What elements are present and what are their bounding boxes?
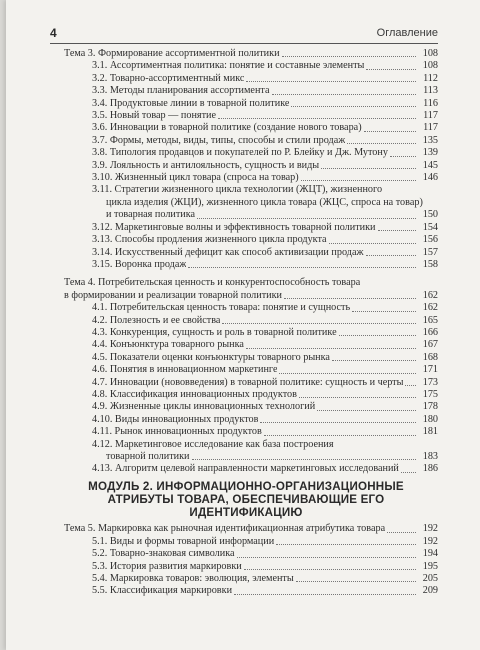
toc-section-entry — [92, 122, 438, 134]
leader-dots — [279, 372, 416, 374]
toc-section-entry — [92, 463, 438, 475]
toc-section-entry — [92, 60, 438, 72]
toc-entry-title: 4.6. Понятия в инновационном маркетинге — [92, 364, 278, 376]
toc-section-entry — [92, 548, 438, 560]
toc-entry-title: в формировании и реализации товарной политики — [64, 289, 283, 301]
module-heading-line: АТРИБУТЫ ТОВАРА, ОБЕСПЕЧИВАЮЩИЕ ЕГО ИДЕНТИФИКАЦИЮ — [107, 493, 385, 520]
leader-dots — [332, 359, 416, 361]
toc-page-number: 178 — [422, 401, 438, 413]
toc-entry-continuation — [106, 451, 438, 463]
toc-page-number: 186 — [422, 463, 438, 475]
leader-dots — [329, 242, 416, 244]
leader-dots — [192, 458, 417, 460]
leader-dots — [246, 347, 416, 349]
leader-dots — [299, 396, 416, 398]
header-rule — [50, 43, 438, 44]
toc-entry-title: 4.12. Маркетинговое исследование как база построения — [92, 438, 334, 450]
leader-dots — [390, 155, 416, 157]
leader-dots — [405, 384, 416, 386]
toc-page-number: 195 — [422, 560, 438, 572]
leader-dots — [244, 568, 416, 570]
toc-section-entry — [92, 160, 438, 172]
leader-dots — [284, 297, 416, 299]
toc-page-number: 113 — [423, 85, 438, 97]
leader-dots — [352, 310, 416, 312]
toc-entry-title: 5.1. Виды и формы товарной информации — [92, 535, 275, 547]
toc-entry-title: Тема 4. Потребительская ценность и конкурентоспособность товара — [64, 277, 361, 289]
toc-entry-continuation — [106, 197, 438, 209]
toc-page-number: 194 — [422, 548, 438, 560]
toc-page-number: 180 — [422, 413, 438, 425]
toc-section-entry — [92, 536, 438, 548]
toc-page-number: 168 — [422, 351, 438, 363]
leader-dots — [378, 229, 416, 231]
toc-section-entry — [92, 135, 438, 147]
toc-section-entry — [92, 259, 438, 271]
toc-section-entry — [92, 401, 438, 413]
toc-entry-title: 4.2. Полезность и ее свойства — [92, 314, 221, 326]
page-header — [6, 0, 480, 42]
toc-entry-title: 3.5. Новый товар — понятие — [92, 110, 217, 122]
leader-dots — [264, 434, 416, 436]
toc-entry-title: 3.1. Ассортиментная политика: понятие и составные элементы — [92, 60, 365, 72]
toc-page-number: 165 — [422, 314, 438, 326]
leader-dots — [188, 266, 416, 268]
toc-section-entry — [92, 414, 438, 426]
toc-entry-title: 3.15. Воронка продаж — [92, 258, 187, 270]
toc-entry-title: 5.2. Товарно-знаковая символика — [92, 548, 235, 560]
toc-entry-title: 3.7. Формы, методы, виды, типы, способы и стили продаж — [92, 134, 346, 146]
toc-page-number: 117 — [423, 110, 438, 122]
toc-section-entry — [92, 389, 438, 401]
toc-page-number: 108 — [422, 60, 438, 72]
module-heading-line: МОДУЛЬ 2. ИНФОРМАЦИОННО-ОРГАНИЗАЦИОННЫЕ — [88, 479, 404, 493]
leader-dots — [321, 167, 416, 169]
toc-entry-title: и товарная политика — [106, 209, 196, 221]
toc-entry-title: 3.11. Стратегии жизненного цикла технологии (ЖЦТ), жизненного — [92, 184, 383, 196]
toc-section-entry — [92, 184, 438, 196]
toc-page-number: 173 — [422, 376, 438, 388]
toc-page-number: 162 — [422, 302, 438, 314]
toc-entry-continuation — [106, 209, 438, 221]
toc-entry-title: 4.3. Конкуренция, сущность и роль в товарной политике — [92, 326, 337, 338]
toc-page-number: 171 — [422, 364, 438, 376]
toc-entry-title: 3.4. Продуктовые линии в товарной политике — [92, 97, 290, 109]
leader-dots — [301, 179, 416, 181]
toc-section-entry — [92, 585, 438, 597]
leader-dots — [197, 217, 416, 219]
toc-page-number: 139 — [422, 147, 438, 159]
toc-entry-title: 3.3. Методы планирования ассортимента — [92, 85, 270, 97]
toc-page-number: 209 — [422, 585, 438, 597]
toc-entry-title: 4.13. Алгоритм целевой направленности маркетинговых исследований — [92, 463, 399, 475]
toc-entry-title: 4.1. Потребительская ценность товара: понятие и сущность — [92, 302, 351, 314]
toc-section-entry — [92, 561, 438, 573]
toc-entry-title: 3.12. Маркетинговые волны и эффективность товарной политики — [92, 221, 376, 233]
toc-section-entry — [92, 98, 438, 110]
leader-dots — [218, 117, 416, 119]
toc-section-entry — [92, 73, 438, 85]
toc-section-entry — [92, 222, 438, 234]
toc-page-number: 112 — [423, 72, 438, 84]
leader-dots — [296, 580, 416, 582]
leader-dots — [364, 130, 416, 132]
toc-topic-entry — [64, 48, 438, 60]
toc-page-number: 192 — [422, 523, 438, 535]
toc-section-entry — [92, 85, 438, 97]
toc-entry-title: 4.11. Рынок инновационных продуктов — [92, 426, 262, 438]
toc-section-entry — [92, 110, 438, 122]
book-page — [6, 0, 480, 650]
toc-page-number: 162 — [422, 289, 438, 301]
leader-dots — [401, 471, 416, 473]
leader-dots — [276, 543, 416, 545]
toc-entry-title: 3.10. Жизненный цикл товара (спроса на товар) — [92, 172, 299, 184]
running-head: Оглавление — [376, 27, 438, 39]
leader-dots — [222, 322, 416, 324]
toc-entry-title: цикла изделия (ЖЦИ), жизненного цикла товара (ЖЦС, спроса на товар) — [106, 196, 423, 208]
leader-dots — [366, 68, 416, 70]
toc-section-entry — [92, 426, 438, 438]
page-number: 4 — [50, 26, 57, 40]
toc-section-entry — [92, 339, 438, 351]
toc-entry-title: Тема 5. Маркировка как рыночная идентификационная атрибутика товара — [64, 523, 386, 535]
toc-page-number: 158 — [422, 258, 438, 270]
table-of-contents — [6, 48, 480, 598]
toc-entry-title: 3.6. Инновации в товарной политике (создание нового товара) — [92, 122, 362, 134]
toc-page-number: 146 — [422, 172, 438, 184]
leader-dots — [282, 55, 416, 57]
toc-page-number: 150 — [422, 209, 438, 221]
toc-entry-title: 4.9. Жизненные циклы инновационных технологий — [92, 401, 316, 413]
toc-entry-title: 4.8. Классификация инновационных продуктов — [92, 388, 297, 400]
toc-page-number: 175 — [422, 388, 438, 400]
toc-page-number: 183 — [422, 451, 438, 462]
toc-page-number: 154 — [422, 221, 438, 233]
toc-entry-title: 5.3. История развития маркировки — [92, 560, 242, 572]
leader-dots — [246, 80, 416, 82]
toc-page-number: 117 — [423, 122, 438, 134]
toc-entry-title: 5.4. Маркировка товаров: эволюция, элементы — [92, 573, 294, 585]
toc-topic-entry — [64, 277, 438, 289]
toc-entry-title: 3.9. Лояльность и антилояльность, сущность и виды — [92, 159, 320, 171]
toc-section-entry — [92, 377, 438, 389]
toc-entry-continuation — [64, 290, 438, 302]
leader-dots — [272, 93, 417, 95]
leader-dots — [237, 556, 416, 558]
toc-page-number: 192 — [422, 535, 438, 547]
toc-page-number: 108 — [422, 48, 438, 59]
toc-page-number: 157 — [422, 246, 438, 258]
toc-page-number: 166 — [422, 326, 438, 338]
toc-section-entry — [92, 234, 438, 246]
toc-section-entry — [92, 247, 438, 259]
leader-dots — [387, 531, 416, 533]
toc-section-entry — [92, 172, 438, 184]
toc-entry-title: 4.5. Показатели оценки конъюнктуры товарного рынка — [92, 351, 330, 363]
toc-entry-title: Тема 3. Формирование ассортиментной политики — [64, 48, 280, 59]
toc-entry-title: 4.7. Инновации (нововведения) в товарной политике: сущность и черты — [92, 376, 404, 388]
toc-entry-title: 3.8. Типология продавцов и покупателей по Р. Блейку и Дж. Мутону — [92, 147, 388, 159]
toc-entry-title: 4.4. Конъюнктура товарного рынка — [92, 339, 244, 351]
toc-section-entry — [92, 315, 438, 327]
toc-page-number: 135 — [422, 134, 438, 146]
toc-page-number: 116 — [423, 97, 438, 109]
toc-section-entry — [92, 364, 438, 376]
toc-topic-entry — [64, 523, 438, 535]
toc-module-heading — [58, 480, 434, 520]
toc-section-entry — [92, 352, 438, 364]
toc-page-number: 145 — [422, 159, 438, 171]
toc-page-number: 181 — [422, 426, 438, 438]
leader-dots — [339, 334, 416, 336]
toc-section-entry — [92, 439, 438, 451]
leader-dots — [291, 105, 416, 107]
leader-dots — [234, 593, 416, 595]
toc-entry-title: 3.13. Способы продления жизненного цикла продукта — [92, 234, 327, 246]
toc-section-entry — [92, 302, 438, 314]
toc-entry-title: 5.5. Классификация маркировки — [92, 585, 233, 597]
toc-entry-title: 3.2. Товарно-ассортиментный микс — [92, 72, 245, 84]
toc-section-entry — [92, 147, 438, 159]
toc-page-number: 156 — [422, 234, 438, 246]
leader-dots — [347, 142, 416, 144]
toc-section-entry — [92, 573, 438, 585]
toc-entry-title: товарной политики — [106, 451, 190, 462]
leader-dots — [366, 254, 416, 256]
toc-page-number: 167 — [422, 339, 438, 351]
toc-entry-title: 4.10. Виды инновационных продуктов — [92, 413, 259, 425]
leader-dots — [260, 421, 416, 423]
toc-entry-title: 3.14. Искусственный дефицит как способ активизации продаж — [92, 246, 364, 258]
toc-page-number: 205 — [422, 573, 438, 585]
leader-dots — [317, 409, 416, 411]
toc-section-entry — [92, 327, 438, 339]
